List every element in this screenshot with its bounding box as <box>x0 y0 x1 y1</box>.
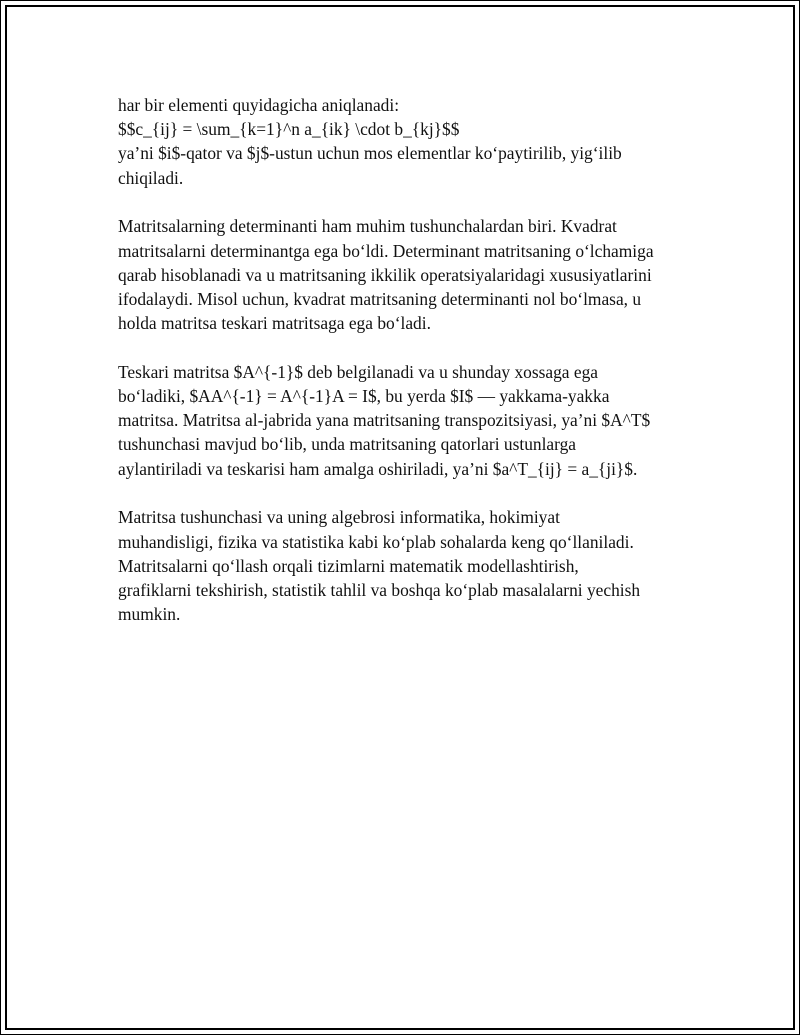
text-line: bo‘ladiki, $AA^{-1} = A^{-1}A = I$, bu yerda $I$ — yakkama-yakka <box>118 386 610 407</box>
text-line: ya’ni $i$-qator va $j$-ustun uchun mos elementlar ko‘paytirilib, yig‘ilib <box>118 143 622 164</box>
text-line: grafiklarni tekshirish, statistik tahlil va boshqa ko‘plab masalalarni yechish <box>118 579 641 600</box>
text-line: tushunchasi mavjud bo‘lib, unda matritsaning qatorlari ustunlarga <box>118 434 577 455</box>
text-line: har bir elementi quyidagicha aniqlanadi: <box>118 95 400 115</box>
text-line: Matritsalarning determinanti ham muhim tushunchalardan biri. Kvadrat <box>118 216 617 237</box>
text-line: matritsalarni determinantga ega bo‘ldi. Determinant matritsaning o‘lchamiga <box>118 240 654 261</box>
text-line: qarab hisoblanadi va u matritsaning ikkilik operatsiyalaridagi xususiyatlarini <box>118 264 652 285</box>
paragraph-4 <box>118 505 698 626</box>
text-line: muhandisligi, fizika va statistika kabi ko‘plab sohalarda keng qo‘llaniladi. <box>118 531 634 552</box>
text-line: ifodalaydi. Misol uchun, kvadrat matritsaning determinanti nol bo‘lmasa, u <box>118 288 642 309</box>
text-line: Matritsalarni qo‘llash orqali tizimlarni matematik modellashtirish, <box>118 555 579 576</box>
text-line: $$c_{ij} = \sum_{k=1}^n a_{ik} \cdot b_{kj}$$ <box>118 119 460 140</box>
paragraph-1 <box>118 93 698 190</box>
text-line: Matritsa tushunchasi va uning algebrosi informatika, hokimiyat <box>118 507 560 528</box>
document-body <box>118 93 698 626</box>
paragraph-spacer <box>118 335 698 360</box>
text-line: mumkin. <box>118 604 181 625</box>
text-line: matritsa. Matritsa al-jabrida yana matritsaning transpozitsiyasi, ya’ni $A^T$ <box>118 410 651 431</box>
paragraph-spacer <box>118 190 698 215</box>
text-line: Teskari matritsa $A^{-1}$ deb belgilanadi va u shunday xossaga ega <box>118 361 599 382</box>
text-line: aylantiriladi va teskarisi ham amalga oshiriladi, ya’ni $a^T_{ij} = a_{ji}$. <box>118 458 638 479</box>
paragraph-spacer <box>118 481 698 506</box>
paragraph-3 <box>118 360 698 481</box>
text-line: chiqiladi. <box>118 167 184 188</box>
text-line: holda matritsa teskari matritsaga ega bo‘ladi. <box>118 313 431 334</box>
paragraph-2 <box>118 214 698 335</box>
